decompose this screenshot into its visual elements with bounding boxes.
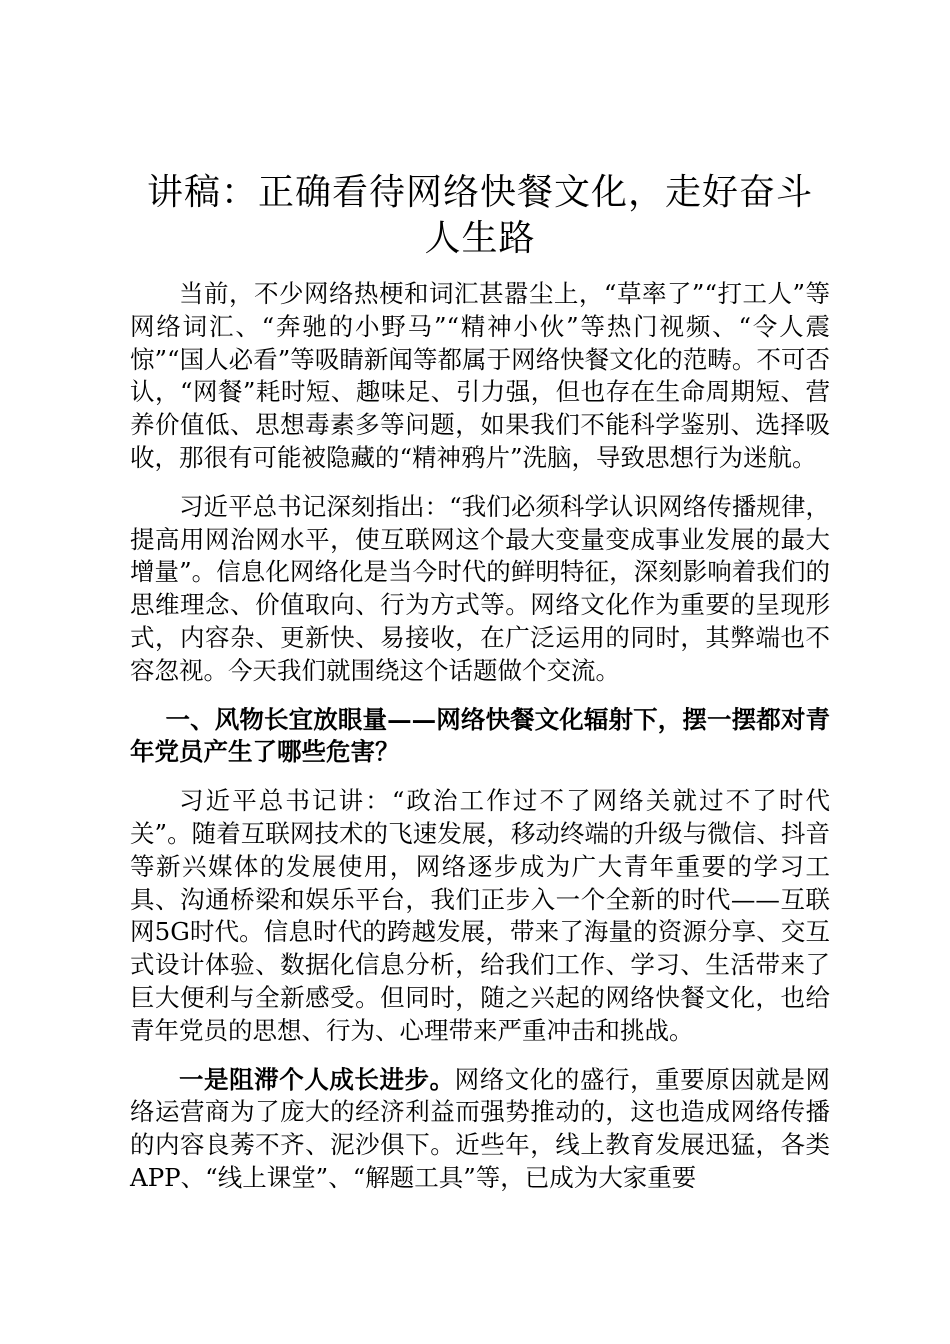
point-one-lead: 一是阻滞个人成长进步。 xyxy=(179,1064,455,1094)
document-body xyxy=(130,170,830,1195)
section-heading-1: 一、风物长宜放眼量——网络快餐文化辐射下，摆一摆都对青年党员产生了哪些危害？ xyxy=(130,704,830,767)
section-1-paragraph: 习近平总书记讲：“政治工作过不了网络关就过不了时代关”。随着互联网技术的飞速发展，移动终端的升级与微信、抖音等新兴媒体的发展使用，网络逐步成为广大青年重要的学习工具、沟通桥梁和娱乐平台，我们正步入一个全新的时代——互联网5G时代。信息时代的跨越发展，带来了海量的资源分享、交互式设计体验、数据化信息分析，给我们工作、学习、生活带来了巨大便利与全新感受。但同时，随之兴起的网络快餐文化，也给青年党员的思想、行为、心理带来严重冲击和挑战。 xyxy=(130,786,830,1045)
document-title: 讲稿：正确看待网络快餐文化，走好奋斗人生路 xyxy=(146,172,813,259)
intro-paragraph-2: 习近平总书记深刻指出：“我们必须科学认识网络传播规律，提高用网治网水平，使互联网这个最大变量变成事业发展的最大增量”。信息化网络化是当今时代的鲜明特征，深刻影响着我们的思维理念、价值取向、行为方式等。网络文化作为重要的呈现形式，内容杂、更新快、易接收，在广泛运用的同时，其弊端也不容忽视。今天我们就围绕这个话题做个交流。 xyxy=(130,491,830,685)
intro-paragraph-1: 当前，不少网络热梗和词汇甚嚣尘上，“草率了”“打工人”等网络词汇、“奔驰的小野马”“精神小伙”等热门视频、“令人震惊”“国人必看”等吸睛新闻等都属于网络快餐文化的范畴。不可否认，“网餐”耗时短、趣味足、引力强，但也存在生命周期短、营养价值低、思想毒素多等问题，如果我们不能科学鉴别、选择吸收，那很有可能被隐藏的“精神鸦片”洗脑，导致思想行为迷航。 xyxy=(130,279,830,472)
point-one-text: 网络文化的盛行，重要原因就是网络运营商为了庞大的经济利益而强势推动的，这也造成网络传播的内容良莠不齐、泥沙俱下。近些年，线上教育发展迅猛，各类APP、“线上课堂”、“解题工具”等，已成为大家重要 xyxy=(130,1064,831,1192)
point-one-paragraph xyxy=(130,1064,830,1195)
